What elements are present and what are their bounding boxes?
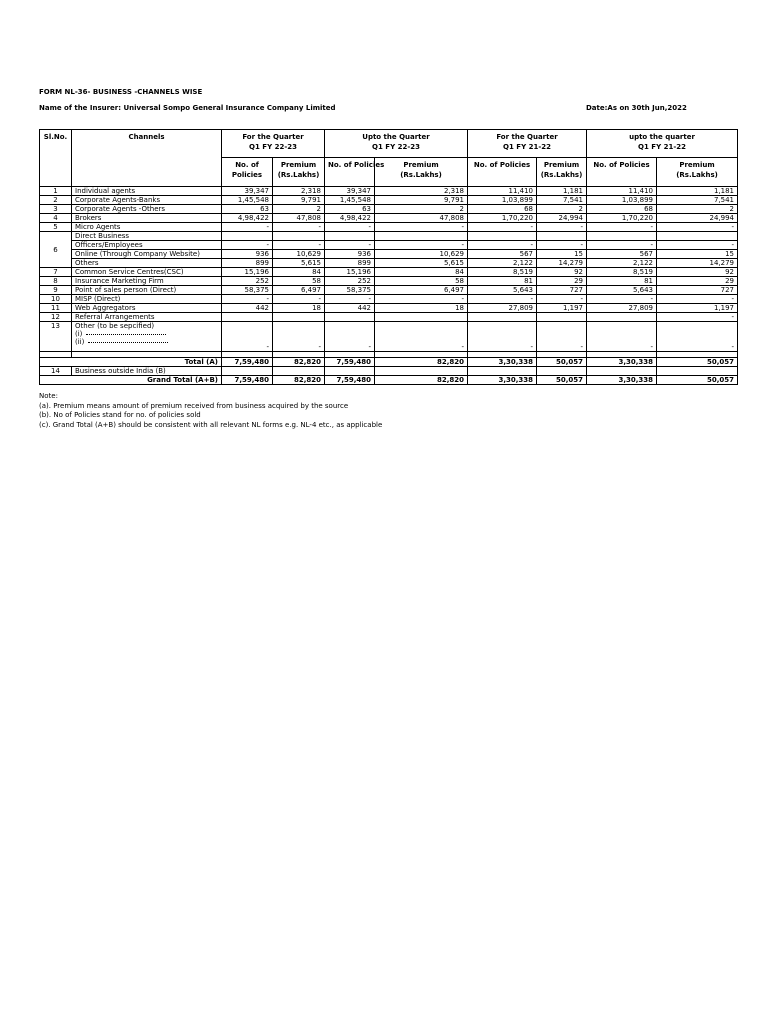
other-sub-ii: (ii)	[75, 338, 218, 346]
value-cell: 81	[468, 277, 537, 286]
value-cell: 9,791	[273, 196, 325, 205]
sl-no: 13	[40, 322, 72, 352]
value-cell	[325, 232, 375, 241]
value-cell	[375, 367, 468, 376]
channel-name: Web Aggregators	[72, 304, 222, 313]
table-row	[40, 295, 738, 304]
value-cell: 6,497	[375, 286, 468, 295]
sl-no: 12	[40, 313, 72, 322]
value-cell: 58,375	[222, 286, 273, 295]
notes	[39, 392, 382, 430]
value-cell: 11,410	[468, 187, 537, 196]
value-cell: 15,196	[325, 268, 375, 277]
note-b: (b). No of Policies stand for no. of policies sold	[39, 411, 201, 419]
value-cell	[587, 313, 657, 322]
value-cell: 5,615	[375, 259, 468, 268]
value-cell: -	[657, 241, 738, 250]
value-cell: -	[375, 295, 468, 304]
value-cell	[222, 367, 273, 376]
value-cell: 8,519	[587, 268, 657, 277]
table-row	[40, 241, 738, 250]
value-cell	[273, 232, 325, 241]
value-cell	[587, 232, 657, 241]
subhead: No. of Policies	[468, 158, 537, 187]
value-cell: 84	[273, 268, 325, 277]
sl-no: 7	[40, 268, 72, 277]
value-cell: 63	[325, 205, 375, 214]
channel-name: Point of sales person (Direct)	[72, 286, 222, 295]
total-value: 82,820	[375, 358, 468, 367]
value-cell: -	[468, 241, 537, 250]
grand-total-value: 50,057	[537, 376, 587, 385]
value-cell: 39,347	[222, 187, 273, 196]
channel-name: Online (Through Company Website)	[72, 250, 222, 259]
channel-name: MISP (Direct)	[72, 295, 222, 304]
value-cell: 58	[375, 277, 468, 286]
sl-no: 6	[40, 232, 72, 268]
note-a: (a). Premium means amount of premium received from business acquired by the source	[39, 401, 349, 410]
col-channels: Channels	[72, 130, 222, 158]
table-row	[40, 205, 738, 214]
channel-name: Common Service Centres(CSC)	[72, 268, 222, 277]
value-cell: -	[587, 295, 657, 304]
table-row	[40, 313, 738, 322]
value-cell: 1,197	[657, 304, 738, 313]
sl-no: 14	[40, 367, 72, 376]
channels-table	[39, 129, 738, 385]
value-cell: 68	[587, 205, 657, 214]
insurer-name: Name of the Insurer: Universal Sompo General Insurance Company Limited	[39, 104, 336, 112]
grand-total-value: 7,59,480	[222, 376, 273, 385]
sl-no	[40, 358, 72, 367]
value-cell: 5,615	[273, 259, 325, 268]
note-c: (c). Grand Total (A+B) should be consistent with all relevant NL forms e.g. NL-4 etc., as applicable	[39, 420, 383, 429]
value-cell: -	[375, 223, 468, 232]
channel-name: Officers/Employees	[72, 241, 222, 250]
value-cell	[537, 313, 587, 322]
value-cell: 15	[657, 250, 738, 259]
value-cell: 39,347	[325, 187, 375, 196]
total-value: 7,59,480	[222, 358, 273, 367]
subhead: Premium (Rs.Lakhs)	[273, 158, 325, 187]
table-row	[40, 250, 738, 259]
sl-no: 10	[40, 295, 72, 304]
value-cell: 10,629	[375, 250, 468, 259]
value-cell: 81	[587, 277, 657, 286]
value-cell	[468, 232, 537, 241]
group-upto-q1-fy2223: Upto the Quarter Q1 FY 22-23	[325, 130, 468, 158]
table-row	[40, 187, 738, 196]
value-cell	[468, 313, 537, 322]
table-row	[40, 259, 738, 268]
group-q1-fy2122: For the Quarter Q1 FY 21-22	[468, 130, 587, 158]
value-cell: -	[273, 322, 325, 352]
subhead: Premium (Rs.Lakhs)	[375, 158, 468, 187]
table-row	[40, 196, 738, 205]
value-cell: 442	[325, 304, 375, 313]
sl-no: 3	[40, 205, 72, 214]
total-value: 50,057	[537, 358, 587, 367]
value-cell: 15,196	[222, 268, 273, 277]
channel-name	[72, 322, 222, 352]
value-cell: -	[273, 295, 325, 304]
value-cell: 727	[537, 286, 587, 295]
subhead: Premium (Rs.Lakhs)	[657, 158, 738, 187]
value-cell: 11,410	[587, 187, 657, 196]
value-cell: 899	[325, 259, 375, 268]
value-cell: 63	[222, 205, 273, 214]
value-cell: 92	[657, 268, 738, 277]
total-a-label: Total (A)	[72, 358, 222, 367]
value-cell: 10,629	[273, 250, 325, 259]
value-cell: -	[468, 223, 537, 232]
other-label: Other (to be sepcified)	[75, 322, 155, 330]
table-row	[40, 286, 738, 295]
value-cell: 1,03,899	[468, 196, 537, 205]
value-cell: 567	[468, 250, 537, 259]
report-date: Date:As on 30th Jun,2022	[586, 104, 687, 112]
channel-name: Others	[72, 259, 222, 268]
grand-total-value: 7,59,480	[325, 376, 375, 385]
value-cell	[273, 313, 325, 322]
sl-no: 8	[40, 277, 72, 286]
value-cell	[325, 313, 375, 322]
value-cell: 1,197	[537, 304, 587, 313]
grand-total-value: 82,820	[273, 376, 325, 385]
value-cell: -	[657, 223, 738, 232]
value-cell: 7,541	[657, 196, 738, 205]
value-cell: 9,791	[375, 196, 468, 205]
channel-name: Micro Agents	[72, 223, 222, 232]
value-cell: -	[273, 241, 325, 250]
value-cell	[222, 232, 273, 241]
value-cell: 1,03,899	[587, 196, 657, 205]
value-cell: -	[325, 295, 375, 304]
value-cell	[375, 313, 468, 322]
value-cell: 8,519	[468, 268, 537, 277]
group-q1-fy2223: For the Quarter Q1 FY 22-23	[222, 130, 325, 158]
value-cell: 5,643	[587, 286, 657, 295]
group-upto-q1-fy2122: upto the quarter Q1 FY 21-22	[587, 130, 738, 158]
total-value: 7,59,480	[325, 358, 375, 367]
grand-total-value: 50,057	[657, 376, 738, 385]
value-cell: 14,279	[537, 259, 587, 268]
value-cell	[468, 367, 537, 376]
value-cell: 2,122	[468, 259, 537, 268]
table-row-other	[40, 322, 738, 352]
value-cell: 936	[222, 250, 273, 259]
value-cell: -	[587, 223, 657, 232]
total-value: 82,820	[273, 358, 325, 367]
value-cell	[587, 367, 657, 376]
other-sub-i: (i)	[75, 330, 218, 338]
value-cell: -	[375, 322, 468, 352]
value-cell: 15	[537, 250, 587, 259]
value-cell: -	[222, 322, 273, 352]
channel-name: Direct Business	[72, 232, 222, 241]
value-cell: 24,994	[537, 214, 587, 223]
value-cell: 442	[222, 304, 273, 313]
value-cell: 84	[375, 268, 468, 277]
value-cell: -	[222, 223, 273, 232]
channel-name: Referral Arrangements	[72, 313, 222, 322]
table-row	[40, 232, 738, 241]
value-cell: 2,122	[587, 259, 657, 268]
value-cell: 58	[273, 277, 325, 286]
value-cell: -	[325, 322, 375, 352]
value-cell: 58,375	[325, 286, 375, 295]
value-cell: 6,497	[273, 286, 325, 295]
table-row	[40, 214, 738, 223]
sl-no: 2	[40, 196, 72, 205]
total-value: 50,057	[657, 358, 738, 367]
value-cell: 2	[375, 205, 468, 214]
value-cell: 1,181	[537, 187, 587, 196]
value-cell	[657, 232, 738, 241]
value-cell: 2,318	[375, 187, 468, 196]
grand-total-row	[40, 376, 738, 385]
value-cell: -	[657, 295, 738, 304]
value-cell: -	[537, 223, 587, 232]
table-row	[40, 277, 738, 286]
value-cell: 2	[657, 205, 738, 214]
value-cell: 252	[222, 277, 273, 286]
sl-no: 11	[40, 304, 72, 313]
sl-no: 4	[40, 214, 72, 223]
value-cell: 1,45,548	[325, 196, 375, 205]
value-cell: 7,541	[537, 196, 587, 205]
value-cell: -	[537, 241, 587, 250]
value-cell: 4,98,422	[222, 214, 273, 223]
channel-name: Corporate Agents-Banks	[72, 196, 222, 205]
col-slno: Sl.No.	[40, 130, 72, 158]
table-row	[40, 304, 738, 313]
form-title: FORM NL-36- BUSINESS -CHANNELS WISE	[39, 88, 203, 96]
value-cell: 18	[273, 304, 325, 313]
value-cell: 5,643	[468, 286, 537, 295]
value-cell: -	[657, 322, 738, 352]
value-cell: 1,181	[657, 187, 738, 196]
subhead: No. of Policies	[587, 158, 657, 187]
value-cell: -	[587, 241, 657, 250]
value-cell: 2,318	[273, 187, 325, 196]
subhead: No. of Policies	[325, 158, 375, 187]
grand-total-label: Grand Total (A+B)	[72, 376, 222, 385]
value-cell: 14,279	[657, 259, 738, 268]
value-cell: 1,70,220	[587, 214, 657, 223]
grand-total-value: 82,820	[375, 376, 468, 385]
notes-heading: Note:	[39, 392, 58, 400]
value-cell: -	[657, 313, 738, 322]
subhead: No. of Policies	[222, 158, 273, 187]
value-cell: 899	[222, 259, 273, 268]
value-cell: 27,809	[587, 304, 657, 313]
sl-no: 1	[40, 187, 72, 196]
value-cell	[375, 232, 468, 241]
value-cell: -	[222, 295, 273, 304]
value-cell: -	[468, 322, 537, 352]
value-cell: 47,808	[273, 214, 325, 223]
total-value: 3,30,338	[587, 358, 657, 367]
value-cell: 24,994	[657, 214, 738, 223]
channel-name: Brokers	[72, 214, 222, 223]
value-cell: -	[325, 223, 375, 232]
value-cell: 1,45,548	[222, 196, 273, 205]
value-cell	[273, 367, 325, 376]
value-cell	[537, 232, 587, 241]
value-cell: 29	[537, 277, 587, 286]
value-cell: 92	[537, 268, 587, 277]
value-cell: -	[273, 223, 325, 232]
value-cell: -	[468, 295, 537, 304]
value-cell: 18	[375, 304, 468, 313]
value-cell: 727	[657, 286, 738, 295]
value-cell: 27,809	[468, 304, 537, 313]
value-cell: 1,70,220	[468, 214, 537, 223]
value-cell: 47,808	[375, 214, 468, 223]
sl-no: 5	[40, 223, 72, 232]
value-cell: 68	[468, 205, 537, 214]
value-cell: -	[587, 322, 657, 352]
value-cell: 4,98,422	[325, 214, 375, 223]
sl-no: 9	[40, 286, 72, 295]
channel-name: Corporate Agents -Others	[72, 205, 222, 214]
table-row	[40, 268, 738, 277]
table-row-outside-india	[40, 367, 738, 376]
value-cell: -	[375, 241, 468, 250]
total-value: 3,30,338	[468, 358, 537, 367]
sl-no	[40, 376, 72, 385]
value-cell: -	[537, 295, 587, 304]
channel-name: Business outside India (B)	[72, 367, 222, 376]
grand-total-value: 3,30,338	[587, 376, 657, 385]
value-cell: 567	[587, 250, 657, 259]
grand-total-value: 3,30,338	[468, 376, 537, 385]
channel-name: Insurance Marketing Firm	[72, 277, 222, 286]
value-cell	[325, 367, 375, 376]
value-cell: 2	[273, 205, 325, 214]
value-cell	[657, 367, 738, 376]
table-row	[40, 223, 738, 232]
value-cell: -	[222, 241, 273, 250]
value-cell: 29	[657, 277, 738, 286]
value-cell: 2	[537, 205, 587, 214]
value-cell	[222, 313, 273, 322]
value-cell: 936	[325, 250, 375, 259]
total-a-row	[40, 358, 738, 367]
value-cell: -	[537, 322, 587, 352]
channel-name: Individual agents	[72, 187, 222, 196]
value-cell	[537, 367, 587, 376]
value-cell: 252	[325, 277, 375, 286]
subhead: Premium (Rs.Lakhs)	[537, 158, 587, 187]
value-cell: -	[325, 241, 375, 250]
